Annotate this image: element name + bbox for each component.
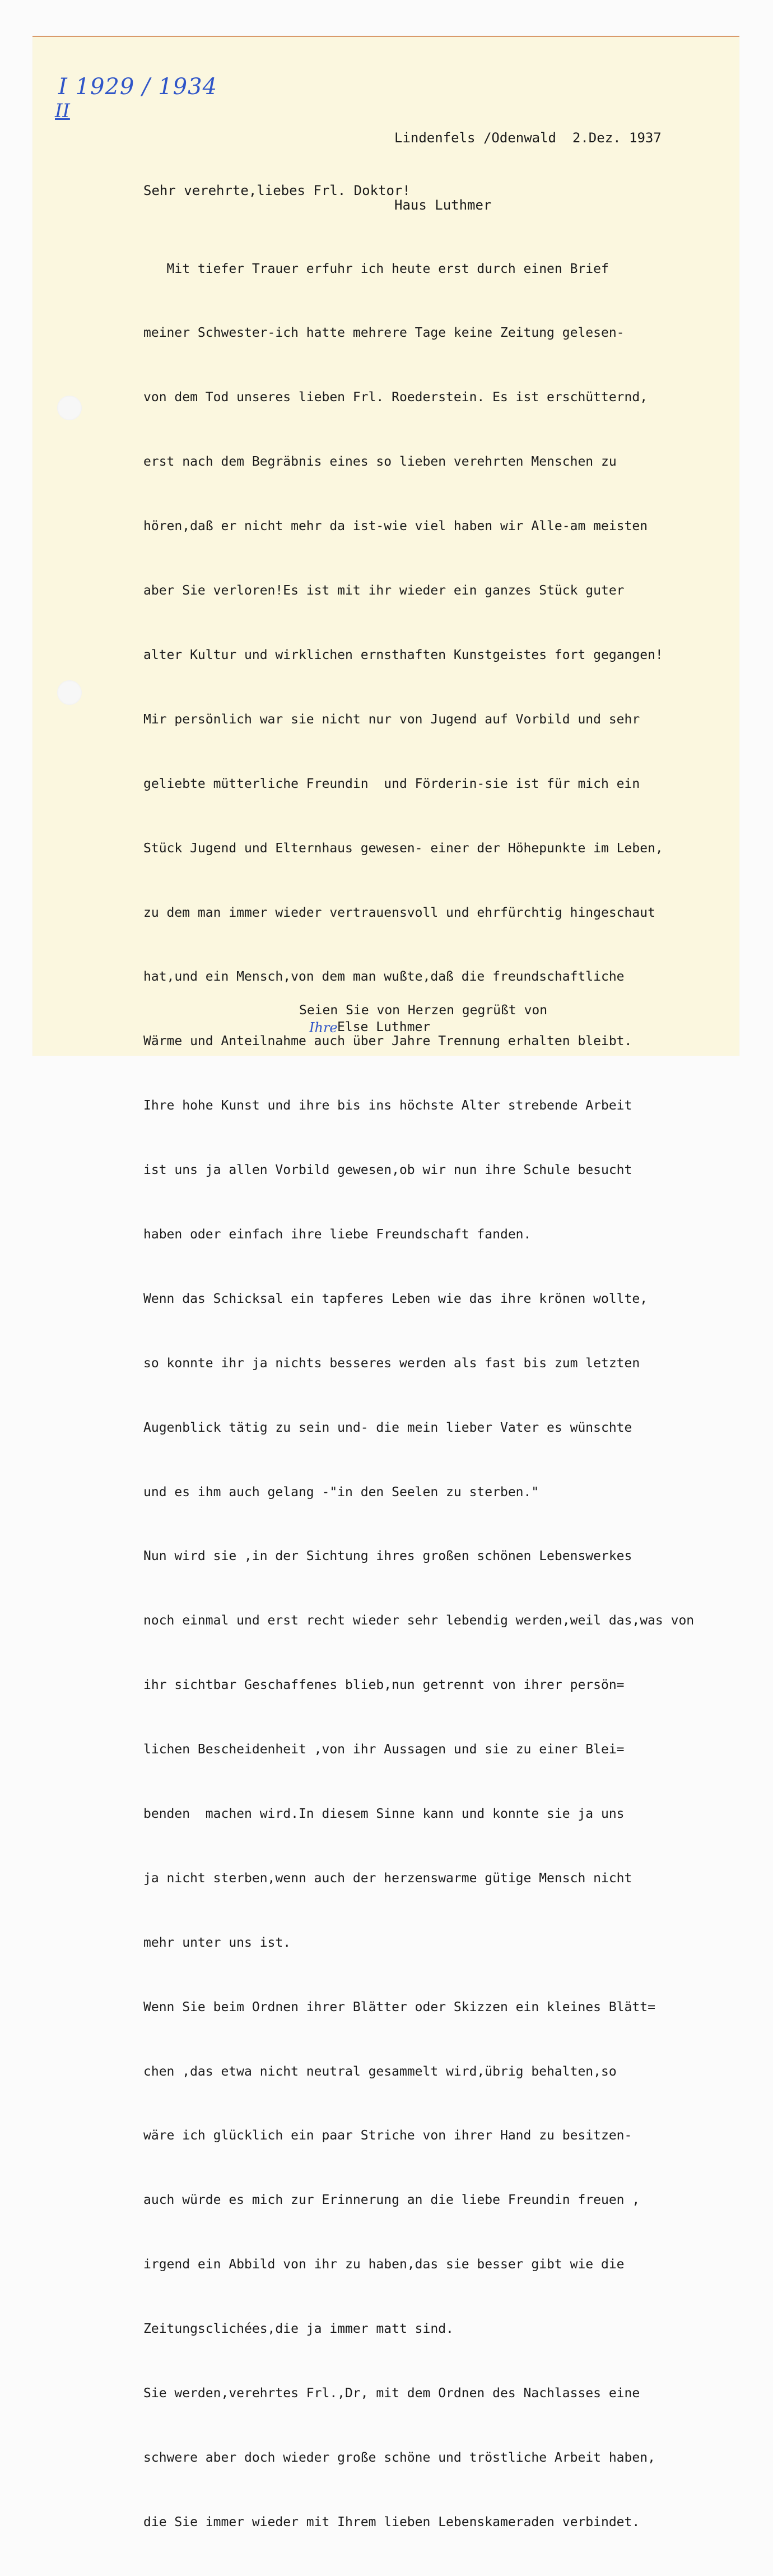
body-line: Wenn das Schicksal ein tapferes Leben wie das ihre krönen wollte,	[143, 1291, 648, 1306]
signature-name: Else Luthmer	[337, 1020, 431, 1034]
body-line: benden machen wird.In diesem Sinne kann und konnte sie ja uns	[143, 1806, 625, 1821]
body-line: Wärme und Anteilnahme auch über Jahre Trennung erhalten bleibt.	[143, 1034, 632, 1049]
punch-hole-lower	[57, 680, 82, 705]
body-line: geliebte mütterliche Freundin und Förderin-sie ist für mich ein	[143, 776, 640, 791]
body-line: die Sie immer wieder mit Ihrem lieben Lebenskameraden verbindet.	[143, 2514, 640, 2529]
body-line: aber Sie verloren!Es ist mit ihr wieder ein ganzes Stück guter	[143, 583, 625, 598]
body-line: Augenblick tätig zu sein und- die mein lieber Vater es wünschte	[143, 1420, 632, 1435]
salutation: Sehr verehrte,liebes Frl. Doktor!	[143, 183, 411, 198]
body-line: Sie werden,verehrtes Frl.,Dr, mit dem Ordnen des Nachlasses eine	[143, 2385, 640, 2401]
body-line: hören,daß er nicht mehr da ist-wie viel haben wir Alle-am meisten	[143, 519, 648, 534]
body-line: Wenn Sie beim Ordnen ihrer Blätter oder Skizzen ein kleines Blätt=	[143, 1999, 655, 2015]
body-line: von dem Tod unseres lieben Frl. Roederstein. Es ist erschütternd,	[143, 390, 648, 405]
body-line: chen ,das etwa nicht neutral gesammelt wird,übrig behalten,so	[143, 2064, 617, 2079]
body-line: mehr unter uns ist.	[143, 1935, 291, 1950]
body-line: Stück Jugend und Elternhaus gewesen- einer der Höhepunkte im Leben,	[143, 841, 663, 856]
header-place-date-line	[394, 127, 662, 149]
body-line: Ihre hohe Kunst und ihre bis ins höchste Alter strebende Arbeit	[143, 1098, 632, 1113]
archive-note-years: I 1929 / 1934	[58, 74, 218, 100]
letter-body	[143, 215, 694, 2576]
archive-note-roman: II	[55, 100, 70, 122]
body-line: Mir persönlich war sie nicht nur von Jugend auf Vorbild und sehr	[143, 712, 640, 727]
body-line: zu dem man immer wieder vertrauensvoll und ehrfürchtig hingeschaut	[143, 905, 655, 920]
body-line: so konnte ihr ja nichts besseres werden als fast bis zum letzten	[143, 1356, 640, 1371]
body-line: meiner Schwester-ich hatte mehrere Tage keine Zeitung gelesen-	[143, 326, 625, 341]
body-line: ihr sichtbar Geschaffenes blieb,nun getrennt von ihrer persön=	[143, 1678, 625, 1693]
body-line: schwere aber doch wieder große schöne und tröstliche Arbeit haben,	[143, 2450, 655, 2465]
body-line: wäre ich glücklich ein paar Striche von ihrer Hand zu besitzen-	[143, 2128, 632, 2143]
signature-prefix: Ihre	[309, 1020, 338, 1036]
body-line: noch einmal und erst recht wieder sehr lebendig werden,weil das,was von	[143, 1613, 695, 1628]
header-address: Haus Luthmer	[394, 197, 492, 213]
punch-hole-upper	[57, 396, 82, 420]
body-line: erst nach dem Begräbnis eines so lieben verehrten Menschen zu	[143, 454, 617, 470]
body-line: irgend ein Abbild von ihr zu haben,das sie besser gibt wie die	[143, 2257, 625, 2272]
body-line: haben oder einfach ihre liebe Freundschaft fanden.	[143, 1227, 532, 1242]
body-line: und es ihm auch gelang -"in den Seelen zu sterben."	[143, 1484, 539, 1500]
body-line: ist uns ja allen Vorbild gewesen,ob wir nun ihre Schule besucht	[143, 1163, 632, 1178]
body-line: Nun wird sie ,in der Sichtung ihres großen schönen Lebenswerkes	[143, 1549, 632, 1564]
body-line: ja nicht sterben,wenn auch der herzenswarme gütige Mensch nicht	[143, 1870, 632, 1886]
closing-line: Seien Sie von Herzen gegrüßt von	[299, 1003, 548, 1018]
letter-sheet	[32, 36, 739, 2529]
body-line: Zeitungsclichées,die ja immer matt sind.	[143, 2322, 454, 2337]
body-line: Mit tiefer Trauer erfuhr ich heute erst durch einen Brief	[143, 261, 609, 276]
body-line: auch würde es mich zur Erinnerung an die liebe Freundin freuen ,	[143, 2193, 640, 2208]
header-date: 2.Dez. 1937	[572, 130, 662, 146]
body-line: hat,und ein Mensch,von dem man wußte,daß die freundschaftliche	[143, 969, 625, 985]
header-place: Lindenfels /Odenwald	[394, 130, 556, 146]
body-line: lichen Bescheidenheit ,von ihr Aussagen und sie zu einer Blei=	[143, 1742, 625, 1757]
body-line: alter Kultur und wirklichen ernsthaften Kunstgeistes fort gegangen!	[143, 647, 663, 662]
